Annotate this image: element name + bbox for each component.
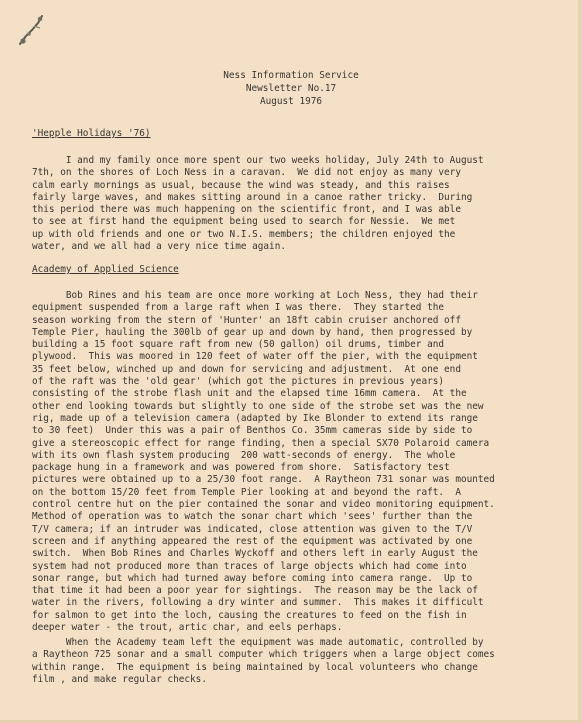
text-line: package hung in a framework and was powered from shore. Satisfactory test [32,462,450,474]
staple-mark-icon [14,8,48,50]
page-edge-right [578,0,582,723]
text-line: Bob Rines and his team are once more working at Loch Ness, they had their [32,290,478,301]
newsletter-date: August 1976 [259,96,323,107]
text-line: a Raytheon 725 sonar and a small computer which triggers when a large object comes [32,649,495,661]
section-heading-academy: Academy of Applied Science [32,264,179,275]
text-line: system had not produced more than traces of large objects which had come into [32,560,467,572]
text-line: plywood. This was moored in 120 feet of water off the pier, with the equipment [32,351,478,363]
text-line: on the bottom 15/20 feet from Temple Pier looking at and beyond the raft. A [32,486,461,498]
text-line: building a 15 foot square raft from new (50 gallon) oil drums, timber and [32,339,445,351]
text-line: to 30 feet) Under this was a pair of Benthos Co. 35mm cameras side by side to [32,425,473,437]
paragraph-academy-1 [32,290,556,634]
text-line: 7th, on the shores of Loch Ness in a caravan. We did not enjoy as many very [32,167,461,179]
text-line: consisting of the strobe flash unit and the elapsed time 16mm camera. At the [32,388,467,400]
text-line: I and my family once more spent our two weeks holiday, July 24th to August [32,155,484,166]
text-line: deeper water - the trout, artic char, and eels perhaps. [32,622,343,634]
text-line: equipment suspended from a large raft when I was there. They started the [32,302,445,314]
paragraph-academy-2 [32,637,556,686]
text-line: water, and we all had a very nice time again. [32,241,286,253]
text-line: within range. The equipment is being maintained by local volunteers who change [32,661,478,673]
text-line: control centre hut on the pier contained the sonar and video monitoring equipment. [32,499,495,511]
text-line: for salmon to get into the loch, causing the creatures to feed on the fish in [32,609,467,621]
text-line: calm early mornings as usual, because the wind was steady, and this raises [32,179,450,191]
text-line: other end looking towards but slightly to one side of the strobe set was the new [32,400,484,412]
text-line: film , and make regular checks. [32,673,207,685]
text-line: that time it had been a poor year for sightings. The reason may be the lack of [32,585,478,597]
text-line: water in the rivers, following a dry winter and summer. This makes it difficult [32,597,484,609]
paragraph-holidays [32,155,556,253]
text-line: with its own flash system producing 200 watt-seconds of energy. The whole [32,449,456,461]
organization-name: Ness Information Service [223,70,359,81]
text-line: screen and if anything appeared the rest of the equipment was activated by one [32,535,473,547]
text-line: T/V camera; if an intruder was indicated, close attention was given to the T/V [32,523,473,535]
text-line: this period there was much happening on the scientific front, and I was able [32,204,461,216]
section-heading-holidays: 'Hepple Holidays '76) [32,128,151,139]
text-line: Method of operation was to watch the sonar chart which 'sees' further than the [32,511,473,523]
text-line: pictures were obtained up to a 25/30 foot range. A Raytheon 731 sonar was mounted [32,474,495,486]
text-line: When the Academy team left the equipment was made automatic, controlled by [32,637,484,648]
text-line: switch. When Bob Rines and Charles Wyckoff and others left in early August the [32,548,478,560]
newsletter-issue: Newsletter No.17 [245,83,337,94]
text-line: 35 feet below, winched up and down for servicing and adjustment. At one end [32,363,461,375]
text-line: fairly large waves, and makes sitting around in a canoe rather tricky. During [32,191,473,203]
text-line: rig, made up of a television camera (adapted by Ike Blonder to extend its range [32,412,478,424]
text-line: Temple Pier, hauling the 300lb of gear up and down by hand, then progressed by [32,326,473,338]
text-line: give a stereoscopic effect for range finding, then a special SX70 Polaroid camera [32,437,490,449]
text-line: to see at first hand the equipment being used to search for Nessie. We met [32,216,456,228]
newsletter-header [0,69,582,108]
text-line: up with old friends and one or two N.I.S. members; the children enjoyed the [32,228,456,240]
text-line: season working from the stern of 'Hunter' an 18ft cabin cruiser anchored off [32,314,461,326]
text-line: sonar range, but which had turned away before coming into camera range. Up to [32,572,473,584]
text-line: of the raft was the 'old gear' (which got the pictures in previous years) [32,376,445,388]
